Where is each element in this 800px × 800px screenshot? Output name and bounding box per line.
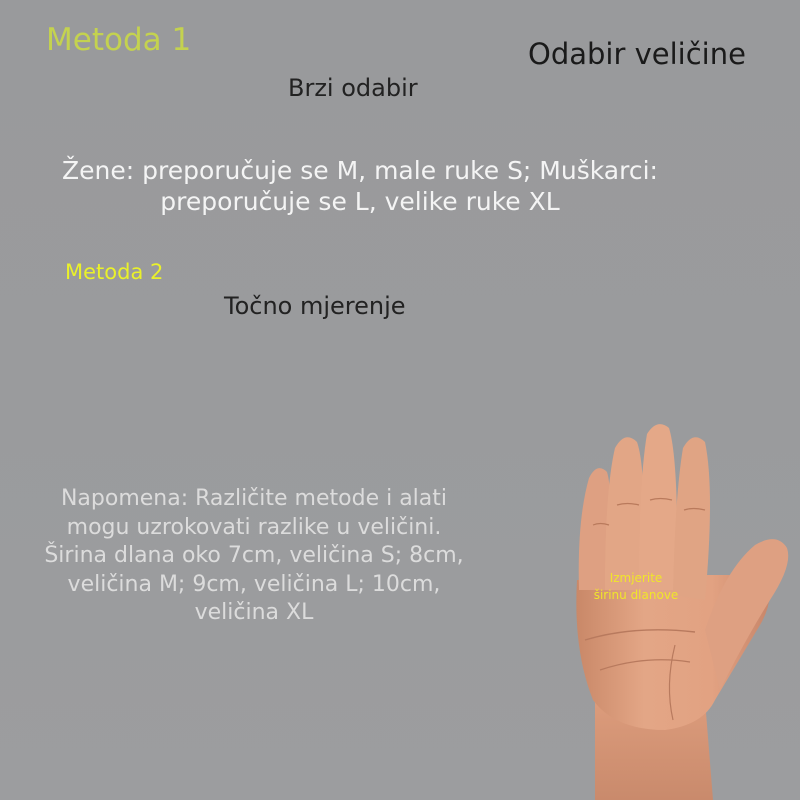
quick-select-heading: Brzi odabir — [288, 74, 418, 102]
note-line: mogu uzrokovati razlike u veličini. — [66, 514, 442, 540]
note-line: Širina dlana oko 7cm, veličina S; 8cm, — [44, 543, 464, 568]
recommendation-line: Žene: preporučuje se M, male ruke S; Muškarci: — [62, 156, 658, 185]
size-recommendation — [40, 155, 680, 217]
palm-width-label-line: Izmjerite — [609, 571, 663, 585]
size-note — [14, 485, 494, 628]
note-line: veličina XL — [194, 600, 314, 625]
page-title: Odabir veličine — [528, 37, 746, 71]
palm-width-label — [582, 570, 690, 604]
note-line: veličina M; 9cm, veličina L; 10cm, — [67, 571, 441, 597]
method-1-label: Metoda 1 — [46, 22, 192, 58]
note-line: Napomena: Različite metode i alati — [60, 486, 448, 511]
palm-width-label-line: širinu dlanove — [593, 588, 679, 602]
recommendation-line: preporučuje se L, velike ruke XL — [160, 187, 560, 216]
exact-measurement-heading: Točno mjerenje — [224, 292, 406, 320]
method-2-label: Metoda 2 — [65, 260, 164, 284]
